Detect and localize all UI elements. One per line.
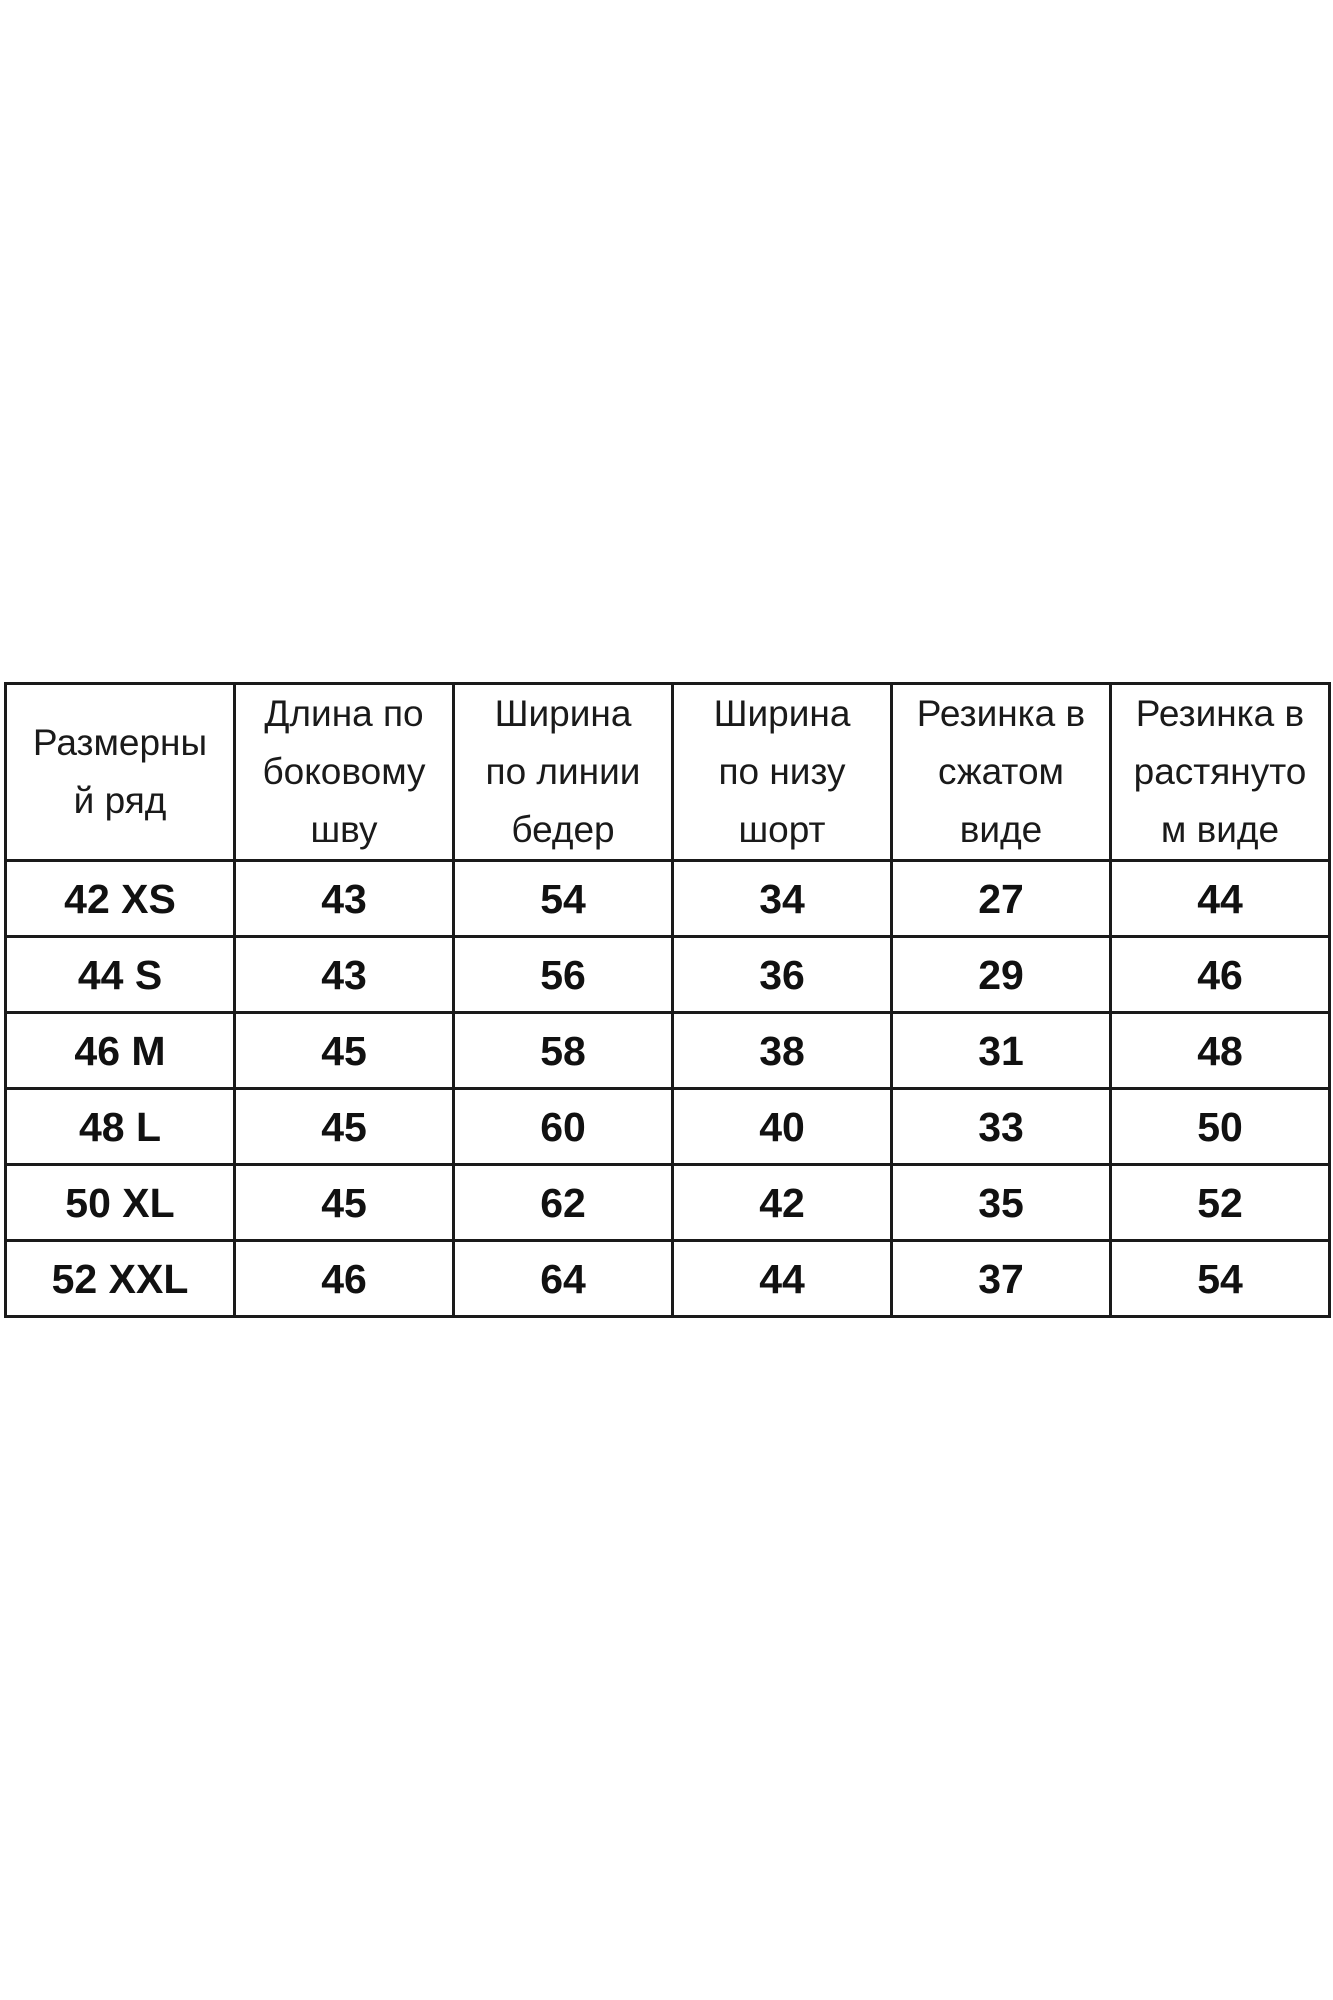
- header-size-range: Размерны й ряд: [6, 684, 235, 861]
- table-cell: 60: [454, 1089, 673, 1165]
- table-cell: 31: [892, 1013, 1111, 1089]
- size-chart-table: [4, 682, 1331, 1318]
- table-cell: 52: [1111, 1165, 1330, 1241]
- header-hem-width: Ширина по низу шорт: [673, 684, 892, 861]
- table-cell: 58: [454, 1013, 673, 1089]
- size-cell: 42 XS: [6, 861, 235, 937]
- table-cell: 27: [892, 861, 1111, 937]
- table-row: [6, 1165, 1330, 1241]
- table-cell: 45: [235, 1013, 454, 1089]
- table-row: [6, 1089, 1330, 1165]
- table-row: [6, 1241, 1330, 1317]
- table-cell: 44: [673, 1241, 892, 1317]
- table-row: [6, 861, 1330, 937]
- table-cell: 36: [673, 937, 892, 1013]
- table-cell: 35: [892, 1165, 1111, 1241]
- table-header-row: [6, 684, 1330, 861]
- size-cell: 44 S: [6, 937, 235, 1013]
- header-hip-width: Ширина по линии бедер: [454, 684, 673, 861]
- table-cell: 54: [454, 861, 673, 937]
- size-cell: 50 XL: [6, 1165, 235, 1241]
- size-cell: 46 M: [6, 1013, 235, 1089]
- header-elastic-stretched: Резинка в растянуто м виде: [1111, 684, 1330, 861]
- table-cell: 54: [1111, 1241, 1330, 1317]
- table-cell: 34: [673, 861, 892, 937]
- table-cell: 38: [673, 1013, 892, 1089]
- table-cell: 43: [235, 937, 454, 1013]
- table-cell: 56: [454, 937, 673, 1013]
- table-cell: 29: [892, 937, 1111, 1013]
- table-cell: 37: [892, 1241, 1111, 1317]
- table-cell: 42: [673, 1165, 892, 1241]
- table-cell: 43: [235, 861, 454, 937]
- table-cell: 33: [892, 1089, 1111, 1165]
- size-cell: 52 XXL: [6, 1241, 235, 1317]
- header-elastic-relaxed: Резинка в сжатом виде: [892, 684, 1111, 861]
- table-row: [6, 937, 1330, 1013]
- table-cell: 46: [1111, 937, 1330, 1013]
- table-cell: 62: [454, 1165, 673, 1241]
- header-side-seam-length: Длина по боковому шву: [235, 684, 454, 861]
- table-cell: 50: [1111, 1089, 1330, 1165]
- table-cell: 40: [673, 1089, 892, 1165]
- table-cell: 48: [1111, 1013, 1330, 1089]
- table-row: [6, 1013, 1330, 1089]
- table-cell: 44: [1111, 861, 1330, 937]
- table-cell: 46: [235, 1241, 454, 1317]
- table-cell: 64: [454, 1241, 673, 1317]
- table-cell: 45: [235, 1165, 454, 1241]
- size-cell: 48 L: [6, 1089, 235, 1165]
- table-cell: 45: [235, 1089, 454, 1165]
